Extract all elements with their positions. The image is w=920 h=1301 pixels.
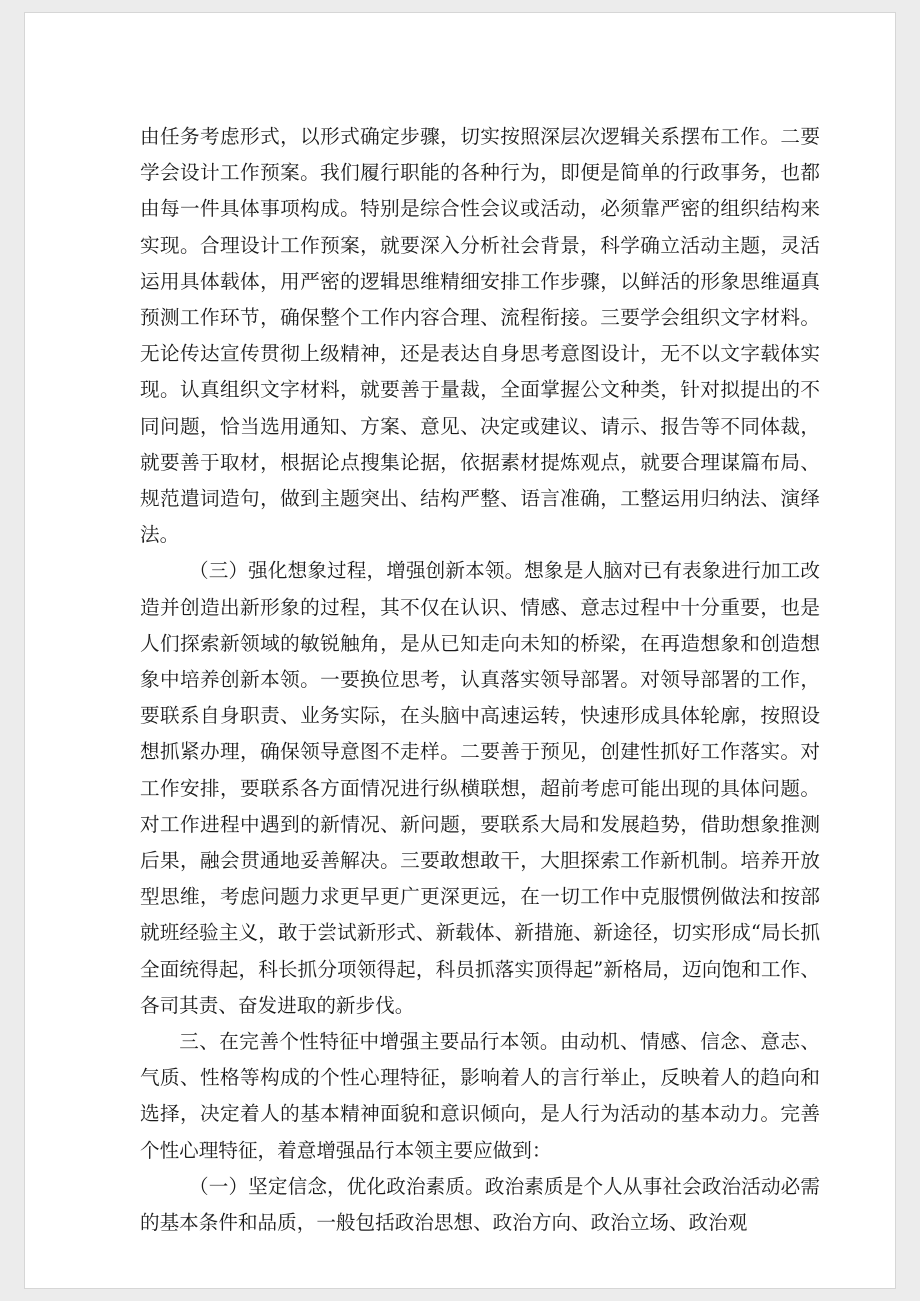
paragraph-personality-traits: 三、在完善个性特征中增强主要品行本领。由动机、情感、信念、意志、气质、性格等构成的个性心理特征，影响着人的言行举止，反映着人的趋向和选择，决定着人的基本精神面貌和意识倾向，是人行为活动的基本动力。完善个性心理特征，着意增强品行本领主要应做到： [140, 1030, 820, 1162]
paragraph-design-work-plan: 由任务考虑形式，以形式确定步骤，切实按照深层次逻辑关系摆布工作。二要学会设计工作预案。我们履行职能的各种行为，即便是简单的行政事务，也都由每一件具体事项构成。特别是综合性会议或活动，必须靠严密的组织结构来实现。合理设计工作预案，就要深入分析社会背景，科学确立活动主题，灵活运用具体载体，用严密的逻辑思维精细安排工作步骤，以鲜活的形象思维逼真预测工作环节，确保整个工作内容合理、流程衔接。三要学会组织文字材料。无论传达宣传贯彻上级精神，还是表达自身思考意图设计，无不以文字载体实现。认真组织文字材料，就要善于量裁，全面掌握公文种类，针对拟提出的不同问题，恰当选用通知、方案、意见、决定或建议、请示、报告等不同体裁，就要善于取材，根据论点搜集论据，依据素材提炼观点，就要合理谋篇布局、规范遣词造句，做到主题突出、结构严整、语言准确，工整运用归纳法、演绎法。 [140, 125, 820, 547]
document-page [24, 12, 896, 1289]
paragraph-imagination-innovation: （三）强化想象过程，增强创新本领。想象是人脑对已有表象进行加工改造并创造出新形象的过程，其不仅在认识、情感、意志过程中十分重要，也是人们探索新领域的敏锐触角，是从已知走向未知的桥梁，在再造想象和创造想象中培养创新本领。一要换位思考，认真落实领导部署。对领导部署的工作，要联系自身职责、业务实际，在头脑中高速运转，快速形成具体轮廓，按照设想抓紧办理，确保领导意图不走样。二要善于预见，创建性抓好工作落实。对工作安排，要联系各方面情况进行纵横联想，超前考虑可能出现的具体问题。对工作进程中遇到的新情况、新问题，要联系大局和发展趋势，借助想象推测后果，融会贯通地妥善解决。三要敢想敢干，大胆探索工作新机制。培养开放型思维，考虑问题力求更早更广更深更远，在一切工作中克服惯例做法和按部就班经验主义，敢于尝试新形式、新载体、新措施、新途径，切实形成“局长抓全面统得起，科长抓分项领得起，科员抓落实顶得起”新格局，迈向饱和工作、各司其责、奋发进取的新步伐。 [140, 559, 820, 1017]
document-body [140, 119, 820, 1241]
paragraph-political-quality: （一）坚定信念，优化政治素质。政治素质是个人从事社会政治活动必需的基本条件和品质，一般包括政治思想、政治方向、政治立场、政治观 [140, 1174, 820, 1235]
